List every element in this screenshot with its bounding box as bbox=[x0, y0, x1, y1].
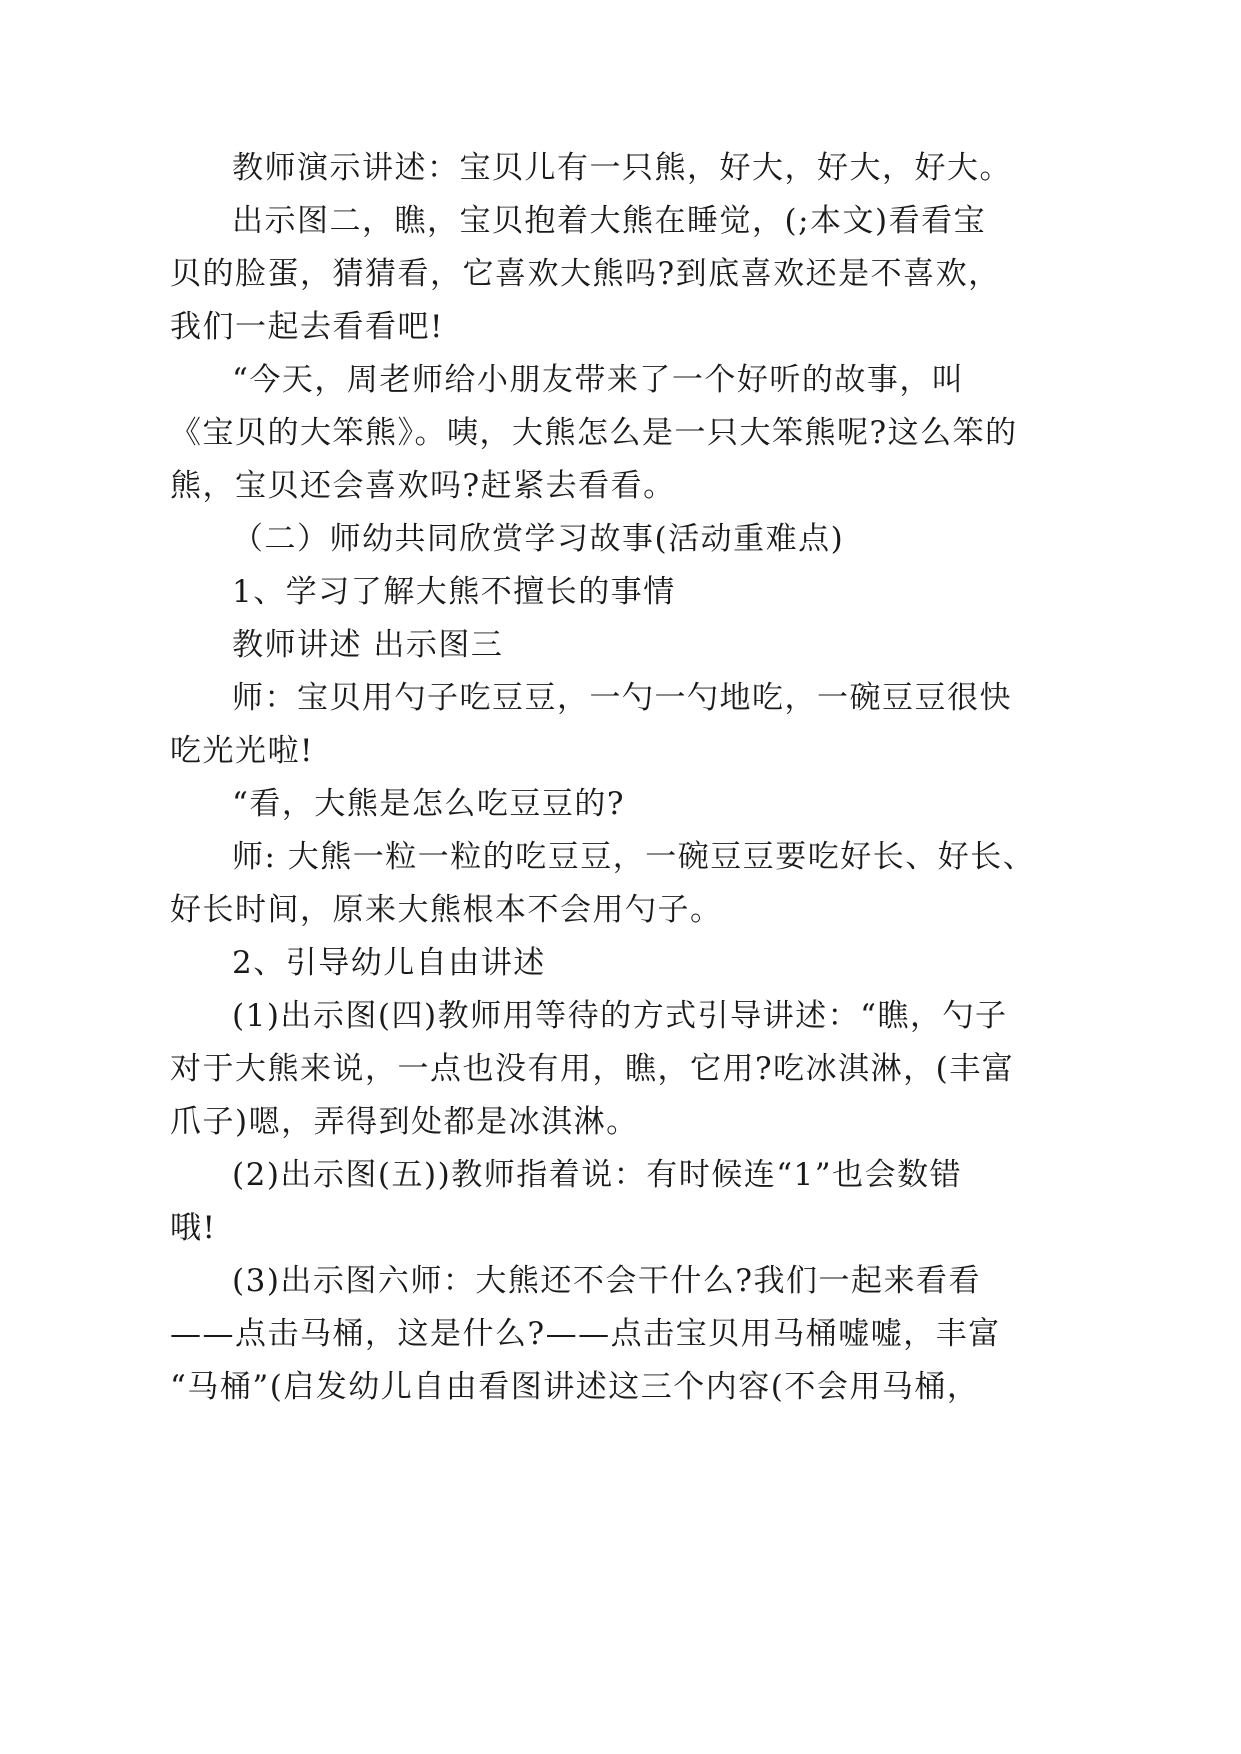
text-line-11: 师：宝贝用勺子吃豆豆，一勺一勺地吃，一碗豆豆很快 bbox=[232, 680, 1012, 716]
text-line-2: 出示图二，瞧，宝贝抱着大熊在睡觉，(;本文)看看宝 bbox=[232, 203, 987, 239]
text-line-10: 教师讲述 出示图三 bbox=[232, 627, 504, 663]
text-line-13: “看，大熊是怎么吃豆豆的? bbox=[232, 786, 625, 822]
text-line-9: 1、学习了解大熊不擅长的事情 bbox=[232, 574, 676, 610]
section-heading: （二）师幼共同欣赏学习故事(活动重难点) bbox=[232, 521, 845, 557]
text-line-24: “马桶”(启发幼儿自由看图讲述这三个内容(不会用马桶， bbox=[170, 1369, 980, 1405]
text-line-15: 好长时间，原来大熊根本不会用勺子。 bbox=[170, 892, 723, 928]
text-line-18: 对于大熊来说，一点也没有用，瞧，它用?吃冰淇淋，(丰富 bbox=[170, 1051, 1015, 1087]
text-line-14: 师: 大熊一粒一粒的吃豆豆，一碗豆豆要吃好长、好长、 bbox=[232, 839, 1036, 875]
text-line-1: 教师演示讲述：宝贝儿有一只熊，好大，好大，好大。 bbox=[232, 150, 1012, 186]
text-line-20: (2)出示图(五))教师指着说：有时候连“1”也会数错 bbox=[232, 1157, 963, 1193]
text-line-21: 哦! bbox=[170, 1210, 217, 1246]
text-line-3: 贝的脸蛋，猜猜看，它喜欢大熊吗?到底喜欢还是不喜欢， bbox=[170, 256, 1001, 292]
text-line-23: ——点击马桶，这是什么?——点击宝贝用马桶嘘嘘，丰富 bbox=[170, 1316, 1001, 1352]
text-line-12: 吃光光啦! bbox=[170, 733, 314, 769]
text-line-17: (1)出示图(四)教师用等待的方式引导讲述：“瞧，勺子 bbox=[232, 998, 1008, 1034]
text-line-7: 熊，宝贝还会喜欢吗?赶紧去看看。 bbox=[170, 468, 676, 504]
text-line-4: 我们一起去看看吧! bbox=[170, 309, 444, 345]
text-line-19: 爪子)嗯，弄得到处都是冰淇淋。 bbox=[170, 1104, 639, 1140]
text-line-16: 2、引导幼儿自由讲述 bbox=[232, 945, 546, 981]
text-line-6: 《宝贝的大笨熊》。咦，大熊怎么是一只大笨熊呢?这么笨的 bbox=[170, 415, 1018, 451]
text-line-5: “今天，周老师给小朋友带来了一个好听的故事，叫 bbox=[232, 362, 965, 398]
text-line-22: (3)出示图六师：大熊还不会干什么?我们一起来看看 bbox=[232, 1263, 982, 1299]
